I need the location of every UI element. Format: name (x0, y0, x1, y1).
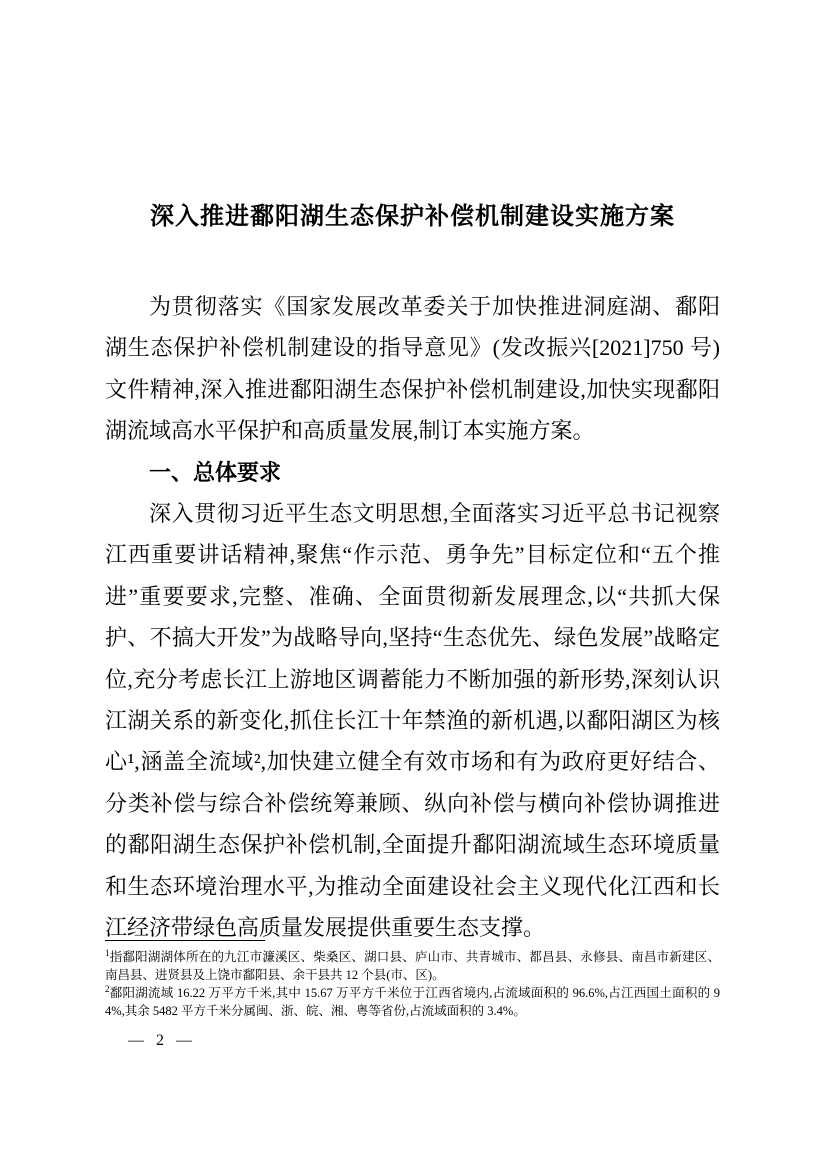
footnote-2-marker: 2 (105, 983, 110, 994)
footnote-1-text: 指鄱阳湖湖体所在的九江市濂溪区、柴桑区、湖口县、庐山市、共青城市、都昌县、永修县、南昌市新建区、南昌县、进贤县及上饶市鄱阳县、余干县共 12 个县(市、区)。 (105, 950, 720, 982)
footnote-separator (105, 940, 265, 941)
footnote-2-text: 鄱阳湖流域 16.22 万平方千米,其中 15.67 万平方千米位于江西省境内,占流域面积的 96.6%,占江西国土面积的 94%,其余 5482 平方千米分属闽、浙、皖、湘、粤等省份,占流域面积的 3.4%。 (105, 986, 720, 1018)
document-body (105, 200, 720, 949)
footnote-1-marker: 1 (105, 947, 110, 958)
intro-paragraph: 为贯彻落实《国家发展改革委关于加快推进洞庭湖、鄱阳湖生态保护补偿机制建设的指导意见》(发改振兴[2021]750 号)文件精神,深入推进鄱阳湖生态保护补偿机制建设,加快实现鄱阳湖流域高水平保护和高质量发展,制订本实施方案。 (105, 294, 720, 444)
footnotes-section (105, 940, 720, 1020)
footnote-1 (105, 948, 720, 984)
section-heading: 一、总体要求 (149, 459, 282, 485)
section-paragraph: 深入贯彻习近平生态文明思想,全面落实习近平总书记视察江西重要讲话精神,聚焦“作示范、勇争先”目标定位和“五个推进”重要要求,完整、准确、全面贯彻新发展理念,以“共抓大保护、不搞大开发”为战略导向,坚持“生态优先、绿色发展”战略定位,充分考虑长江上游地区调蓄能力不断加强的新形势,深刻认识江湖关系的新变化,抓住长江十年禁渔的新机遇,以鄱阳湖区为核心¹,涵盖全流域²,加快建立健全有效市场和有为政府更好结合、分类补偿与综合补偿统筹兼顾、纵向补偿与横向补偿协调推进的鄱阳湖生态保护补偿机制,全面提升鄱阳湖流域生态环境质量和生态环境治理水平,为推动全面建设社会主义现代化江西和长江经济带绿色高质量发展提供重要生态支撑。 (105, 501, 720, 941)
page-number: — 2 — (128, 1032, 196, 1049)
footnote-2 (105, 984, 720, 1020)
document-title: 深入推进鄱阳湖生态保护补偿机制建设实施方案 (150, 204, 675, 230)
